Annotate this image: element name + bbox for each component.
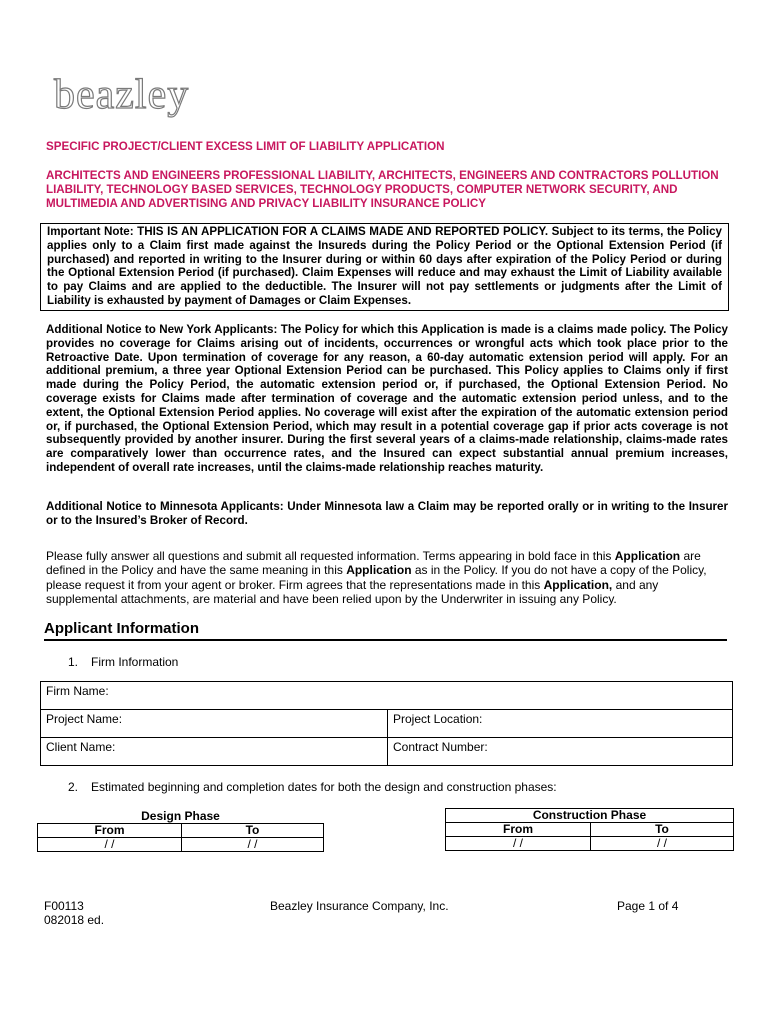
project-location-label: Project Location: [393, 712, 483, 726]
construction-from-header: From [446, 823, 591, 837]
contract-number-field[interactable] [388, 738, 733, 766]
project-location-field[interactable] [388, 710, 733, 738]
instructions-text: Please fully answer all questions and submit all requested information. Terms appearing in bold face in this [46, 549, 615, 563]
instructions-text: are defined in the Policy and have the same meaning in this [46, 549, 701, 578]
firm-information-table [40, 681, 733, 766]
project-name-field[interactable] [41, 710, 388, 738]
term-application: Application [346, 563, 412, 578]
beazley-logo: beazley [54, 72, 190, 118]
important-note: Important Note: THIS IS AN APPLICATION FOR A CLAIMS MADE AND REPORTED POLICY. Subject to its terms, the Policy applies only to a Claim first made against the Insureds during the Policy Period or the Optional Extension Period (if purchased) and reported in writing to the Insurer during or within 60 days after expiration of the Policy Period or during the Optional Extension Period (if purchased). Claim Expenses will reduce and may exhaust the Limit of Liability available to pay Claims and are applied to the deductible. The Insurer will not pay settlements or judgments after the Limit of Liability is exhausted by payment of Damages or Claim Expenses. [40, 223, 729, 311]
design-to-header: To [182, 824, 324, 838]
design-from-date[interactable]: / / [38, 838, 182, 852]
client-name-label: Client Name: [46, 740, 116, 754]
form-edition: 082018 ed. [44, 913, 105, 927]
contract-number-label: Contract Number: [393, 740, 488, 754]
design-phase-title: Design Phase [38, 810, 324, 824]
mn-notice: Additional Notice to Minnesota Applicants: Under Minnesota law a Claim may be reported orally or in writing to the Insurer or to the Insured’s Broker of Record. [46, 500, 728, 527]
instructions-text: as in the Policy. If you do not have a copy of the Policy, please request it from your agent or broker. Firm agrees that the representations made in this [46, 563, 707, 592]
instructions-text: and any supplemental attachments, are material and have been relied upon by the Underwriter in issuing any Policy. [46, 577, 659, 606]
question-1-number: 1. [68, 655, 79, 669]
question-1-label: Firm Information [91, 655, 179, 669]
form-number: F00113 [44, 899, 84, 913]
construction-from-date[interactable]: / / [446, 837, 591, 851]
project-name-label: Project Name: [46, 712, 123, 726]
term-application: Application [614, 549, 681, 563]
design-from-header: From [38, 824, 182, 838]
construction-to-header: To [591, 823, 734, 837]
firm-name-field[interactable] [41, 682, 733, 710]
ny-notice: Additional Notice to New York Applicants: The Policy for which this Application is made is a claims made policy. The Policy provides no coverage for Claims arising out of incidents, occurrences or wrongful acts which took place prior to the Retroactive Date. Upon termination of coverage for any reason, a 60-day automatic extension period will apply. For an additional premium, a three year Optional Extension Period can be purchased. This Policy applies to Claims only if first made during the Policy Period, the automatic extension period or, if purchased, the Optional Extension Period. No coverage exists for Claims made after termination of coverage and the automatic extension period unless, and to the extent, the Optional Extension Period applies. No coverage will exist after the expiration of the automatic extension period or, if purchased, the Optional Extension Period, which may result in a potential coverage gap if prior acts coverage is not subsequently provided by another insurer. During the first several years of a claims-made relationship, claims-made rates are comparatively lower than occurrence rates, and the Insured can expect substantial annual premium increases, independent of overall rate increases, until the claims-made relationship reaches maturity. [46, 323, 728, 474]
section-title-applicant-information: Applicant Information [44, 620, 727, 641]
question-2-number: 2. [68, 780, 79, 794]
form-title: SPECIFIC PROJECT/CLIENT EXCESS LIMIT OF LIABILITY APPLICATION [46, 140, 445, 153]
client-name-field[interactable] [41, 738, 388, 766]
instructions-paragraph [46, 549, 728, 606]
design-phase-table [37, 810, 324, 852]
design-to-date[interactable]: / / [182, 838, 324, 852]
footer-company: Beazley Insurance Company, Inc. [270, 899, 449, 913]
construction-phase-title: Construction Phase [446, 809, 734, 823]
term-application: Application, [543, 577, 613, 592]
footer-page-number: Page 1 of 4 [617, 899, 679, 913]
form-subtitle: ARCHITECTS AND ENGINEERS PROFESSIONAL LIABILITY, ARCHITECTS, ENGINEERS AND CONTRACTORS POLLUTION LIABILITY, TECHNOLOGY BASED SERVICES, TECHNOLOGY PRODUCTS, COMPUTER NETWORK SECURITY, AND MULTIMEDIA AND ADVERTISING AND PRIVACY LIABILITY INSURANCE POLICY [46, 169, 719, 210]
firm-name-label: Firm Name: [46, 684, 109, 698]
question-2-label: Estimated beginning and completion dates for both the design and construction phases: [91, 780, 557, 794]
footer-form-info [44, 899, 104, 927]
construction-to-date[interactable]: / / [591, 837, 734, 851]
construction-phase-table [445, 808, 734, 851]
